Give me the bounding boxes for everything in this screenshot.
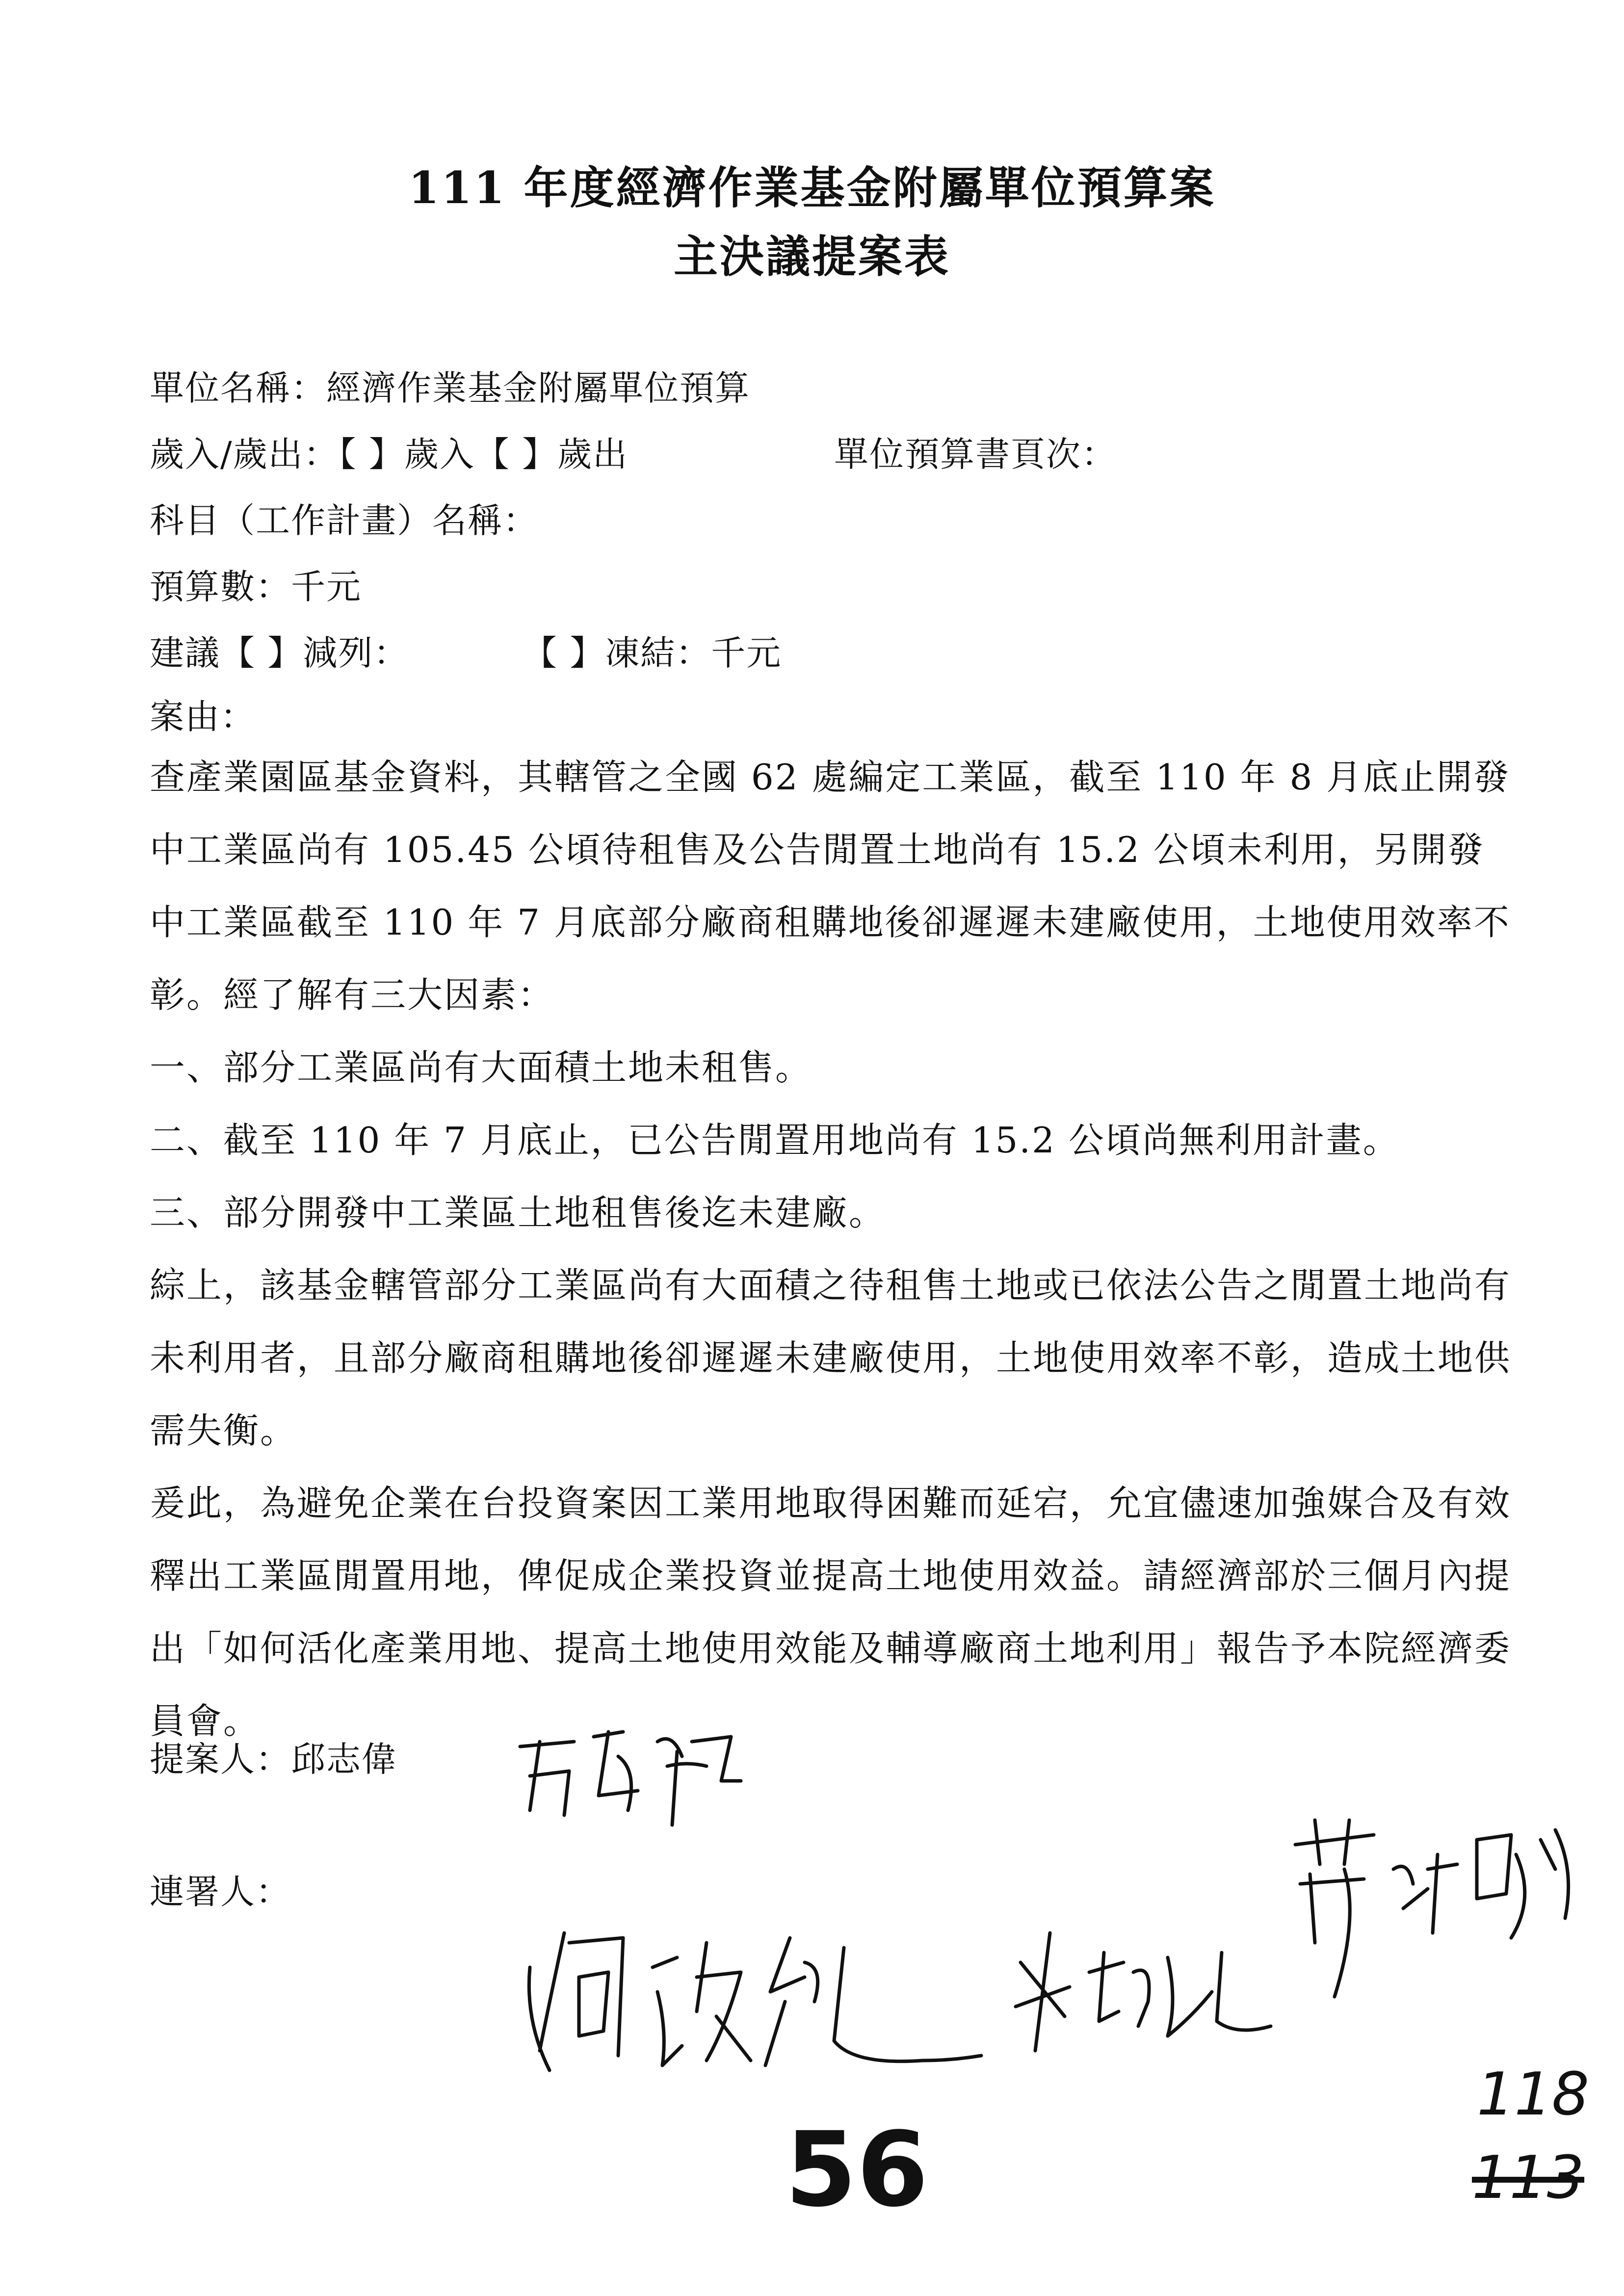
page-number: 56 [785, 2110, 929, 2230]
paragraph-summary: 綜上，該基金轄管部分工業區尚有大面積之待租售土地或已依法公告之閒置土地尚有未利用者，且部分廠商租購地後卻遲遲未建廠使用，土地使用效率不彰，造成土地供需失衡。 [150, 1265, 1512, 1451]
cosigner-signature-1 [510, 1904, 991, 2095]
proposer-field: 提案人：邱志偉 [150, 1739, 397, 1779]
handwritten-page-ref-current: 118 [1477, 2061, 1590, 2129]
document-title: 111 年度經濟作業基金附屬單位預算案 [408, 162, 1216, 214]
reason-item-1: 一、部分工業區尚有大面積土地未租售。 [150, 1047, 812, 1088]
paragraph-findings: 查產業園區基金資料，其轄管之全國 62 處編定工業區，截至 110 年 8 月底止開發中工業區尚有 105.45 公頃待租售及公告閒置土地尚有 15.2 公頃未利用，另開發中工業區截至 110 年 7 月底部分廠商租購地後卻遲遲未建廠使用，土地使用效率不彰。經了解有三大因素： [150, 757, 1511, 1016]
cosigners-field: 連署人： [150, 1872, 291, 1912]
budget-amount-field: 預算數：千元 [150, 567, 362, 607]
case-reason-label: 案由： [150, 697, 256, 737]
subject-name-field: 科目（工作計畫）名稱： [150, 500, 538, 541]
unit-name-field: 單位名稱：經濟作業基金附屬單位預算 [150, 368, 750, 408]
revenue-expense-field: 歲入/歲出：【 】歲入【 】歲出 [150, 434, 629, 474]
document-subtitle: 主決議提案表 [674, 231, 950, 283]
cosigner-signature-3 [1281, 1810, 1585, 2021]
freeze-field: 【 】凍結：千元 [523, 633, 782, 673]
paragraph-request: 爰此，為避免企業在台投資案因工業用地取得困難而延宕，允宜儘速加強媒合及有效釋出工業區閒置用地，俾促成企業投資並提高土地使用效益。請經濟部於三個月內提出「如何活化產業用地、提高土地使用效能及輔導廠商土地利用」報告予本院經濟委員會。 [150, 1483, 1512, 1742]
reason-item-3: 三、部分開發中工業區土地租售後迄未建廠。 [150, 1192, 886, 1233]
suggest-cut-field: 建議【 】減列： [150, 633, 409, 673]
case-reason-body [150, 741, 1514, 1757]
handwritten-page-ref-old: 113 [1472, 2144, 1585, 2212]
reason-item-2: 二、截至 110 年 7 月底止，已公告閒置用地尚有 15.2 公頃尚無利用計畫。 [150, 1120, 1400, 1161]
budget-page-field: 單位預算書頁次： [834, 434, 1117, 474]
proposer-signature [510, 1712, 765, 1840]
cosigner-signature-2 [1006, 1904, 1281, 2065]
